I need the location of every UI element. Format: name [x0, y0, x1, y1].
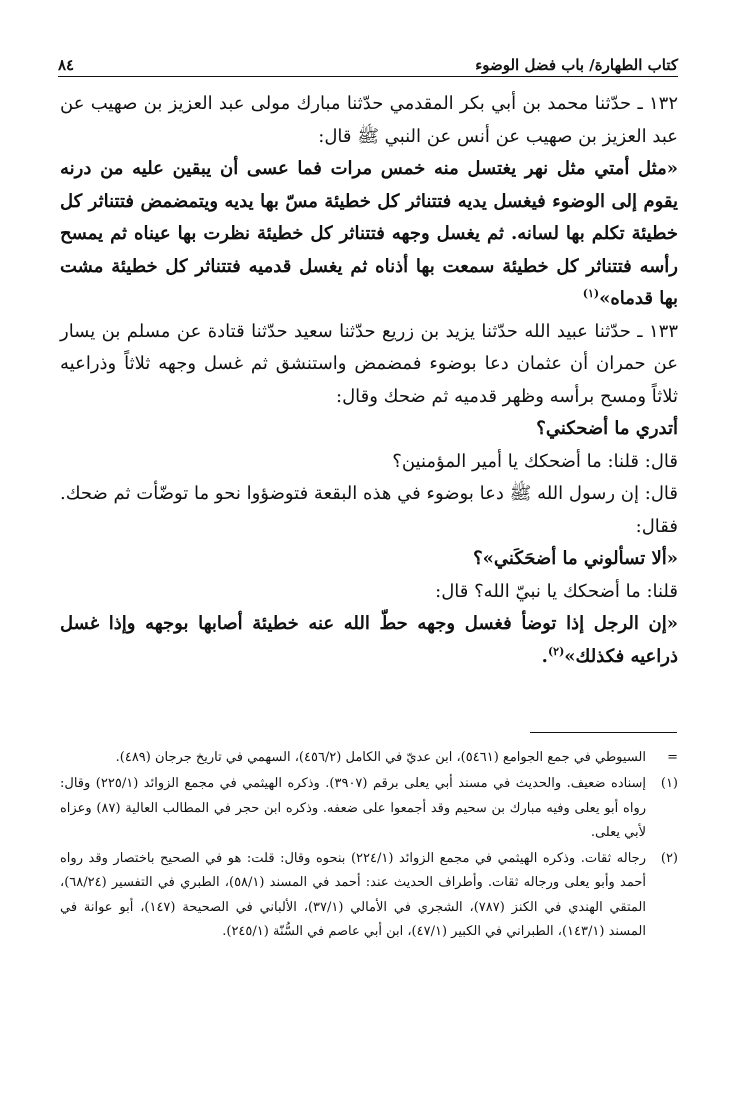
page-number: ٨٤ [58, 56, 75, 74]
footnote-continued [60, 746, 678, 770]
footnote-2 [60, 847, 678, 944]
hadith-133-a1: قال: قلنا: ما أضحكك يا أمير المؤمنين؟ [392, 450, 678, 472]
hadith-132-isnad: ١٣٢ ـ حدّثنا محمد بن أبي بكر المقدمي حدّثنا مبارك مولى عبد العزيز بن صهيب عن عبد العزيز بن صهيب عن أنس عن النبي ﷺ قال: [60, 93, 678, 147]
footnote-ref-1: (١) [582, 287, 600, 300]
footnote-text: إسناده ضعيف. والحديث في مسند أبي يعلى برقم (٣٩٠٧). وذكره الهيثمي في مجمع الزوائد (٢٢٥/١) وقال: رواه أبو يعلى وفيه مبارك بن سحيم وقد أجمعوا على ضعفه. وذكره ابن حجر في المطالب العالية (٨٧) وعزاه لأبي يعلى. [60, 776, 646, 840]
footnote-marker: (١) [660, 776, 678, 792]
page-header [58, 40, 678, 74]
footnote-text: السيوطي في جمع الجوامع (٥٤٦١)، ابن عديّ في الكامل (٤٥٦/٢)، السهمي في تاريخ جرجان (٤٨٩). [115, 750, 646, 765]
footnote-1 [60, 772, 678, 845]
hadith-133-a3: قلنا: ما أضحكك يا نبيّ الله؟ قال: [435, 580, 678, 602]
hadith-132-matn: «مثل أمتي مثل نهر يغتسل منه خمس مرات فما عسى أن يبقين عليه من درنه يقوم إلى الوضوء فيغسل يديه فتتناثر كل خطيئة مسّ بها يديه ويتمضمض فتتناثر كل خطيئة تكلم بها لسانه. ثم يغسل وجهه فتتناثر كل خطيئة نظرت بها عيناه ثم يمسح رأسه فتتناثر كل خطيئة سمعت بها أذناه ثم يغسل قدميه فتتناثر كل خطيئة مشت بها قدماه»$^{(١)}$ [60, 158, 678, 309]
main-text [60, 88, 678, 673]
running-title: كتاب الطهارة/ باب فضل الوضوء [475, 56, 678, 74]
hadith-133-q1: أتدري ما أضحكني؟ [536, 418, 678, 439]
hadith-133-isnad: ١٣٣ ـ حدّثنا عبيد الله حدّثنا يزيد بن زريع حدّثنا سعيد حدّثنا قتادة عن مسلم بن يسار عن حمران أن عثمان دعا بوضوء فمضمض واستنشق ثم غسل وجهه ثلاثاً وذراعيه ثلاثاً ومسح برأسه وظهر قدميه ثم ضحك وقال: [60, 320, 678, 407]
footnote-ref-2: (٢) [547, 644, 565, 658]
footnotes [60, 746, 678, 944]
footnote-text: رجاله ثقات. وذكره الهيثمي في مجمع الزوائد (٢٢٤/١) بنحوه وقال: قلت: هو في الصحيح باختصار وقد رواه أحمد وأبو يعلى ورجاله ثقات. وأطراف الحديث عند: أحمد في المسند (٥٨/١)، الطبري في التفسير (٦٨/٢٤)، المتقي الهندي في الكنز (٧٨٧)، الشجري في الأمالي (٣٧/١)، الألباني في الصحيحة (١٤٧)، أبو عوانة في المسند (١٤٣/١)، الطبراني في الكبير (٤٧/١)، ابن أبي عاصم في السُّنّة (٢٤٥/١). [60, 851, 646, 940]
hadith-133-q2: «ألا تسألوني ما أضحَكَني»؟ [473, 548, 678, 569]
hadith-133-a2: قال: إن رسول الله ﷺ دعا بوضوء في هذه البقعة فتوضؤوا نحو ما توضّأت ثم ضحك. فقال: [60, 483, 678, 537]
hadith-133-final: «إن الرجل إذا توضأ فغسل وجهه حطّ الله عنه خطيئة أصابها بوجهه وإذا غسل ذراعيه فكذلك»$^{(٢)}$. [60, 613, 678, 667]
footnote-marker: = [667, 750, 678, 765]
header-rule [58, 76, 678, 77]
footnote-marker: (٢) [660, 851, 678, 867]
footnote-separator [530, 732, 677, 733]
